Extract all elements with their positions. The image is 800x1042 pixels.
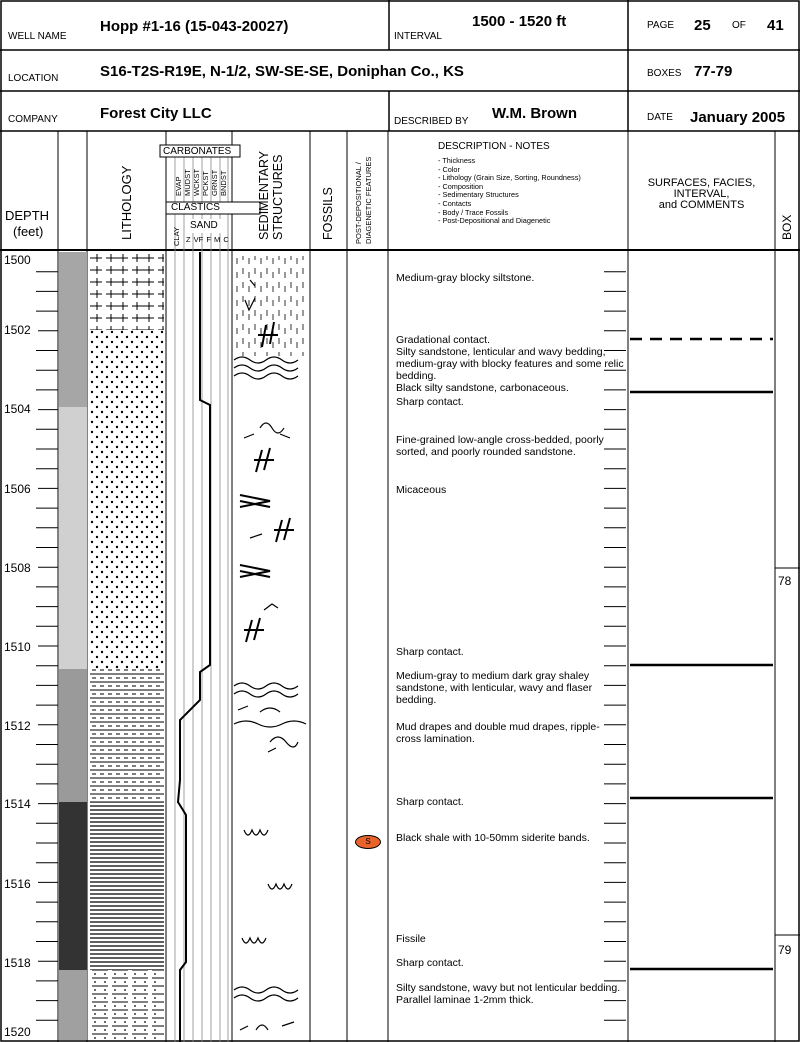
description-text: Fissile: [396, 933, 426, 945]
color-bar-sandstone: [59, 407, 87, 669]
sedimentary-structures-header: SEDIMENTARY STRUCTURES: [257, 151, 285, 240]
carbonate-type-wckst: WCKST: [192, 168, 201, 196]
lithology-sandstone: [90, 330, 164, 669]
carbonate-type-grnst: GRNST: [210, 169, 219, 196]
box-header: BOX: [780, 214, 794, 240]
depth-label: 1520: [4, 1025, 31, 1039]
depth-unit-header: (feet): [13, 224, 44, 239]
page-label: PAGE: [647, 20, 675, 31]
description-text: Sharp contact.: [396, 957, 464, 969]
grain-size-grid: [172, 145, 228, 1042]
diagenetic-header: DIAGENETIC FEATURES: [364, 156, 373, 244]
note-item: - Lithology (Grain Size, Sorting, Roundness): [438, 174, 581, 183]
description-text: Medium-gray to medium dark gray shaley sandstone, with lenticular, wavy and flaser bedding.: [396, 670, 593, 706]
depth-label: 1508: [4, 561, 31, 575]
note-item: - Thickness: [438, 157, 581, 166]
bioturbation-symbol: [274, 518, 294, 542]
color-bar-siltstone: [59, 252, 87, 407]
company-value: Forest City LLC: [100, 105, 212, 122]
date-value: January 2005: [690, 109, 786, 126]
ripple-symbol: [240, 1022, 294, 1030]
column-dividers: [58, 131, 775, 1042]
sedimentary-structures: [234, 256, 308, 1030]
depth-label: 1518: [4, 956, 31, 970]
carbonates-header: CARBONATES: [163, 146, 232, 157]
sand-header: SAND: [190, 220, 218, 231]
lithology-header: LITHOLOGY: [119, 165, 134, 240]
page-of-label: OF: [732, 20, 746, 31]
described-by-value: W.M. Brown: [492, 105, 577, 122]
description-text: Silty sandstone, lenticular and wavy bedding, medium-gray with blocky features and some relic bedding.: [396, 346, 624, 382]
ripple-symbol: [268, 737, 298, 752]
note-item: - Contacts: [438, 200, 581, 209]
description-text: Gradational contact.: [396, 334, 490, 346]
depth-label: 1500: [4, 253, 31, 267]
description-text: Fine-grained low-angle cross-bedded, poorly sorted, and poorly rounded sandstone.: [396, 434, 604, 458]
location-value: S16-T2S-R19E, N-1/2, SW-SE-SE, Doniphan Co., KS: [100, 63, 464, 80]
box-number: 79: [778, 943, 792, 957]
surfaces-header-line: INTERVAL,: [673, 188, 730, 200]
well-name-label: WELL NAME: [8, 31, 67, 42]
color-column: [59, 252, 87, 1040]
carbonate-type-mudst: MUDST: [183, 169, 192, 196]
mud-drape-symbol: [244, 830, 268, 835]
clastics-header: CLASTICS: [171, 202, 220, 213]
description-text: Micaceous: [396, 484, 447, 496]
lenticular-symbol: [234, 721, 306, 727]
box-number: 78: [778, 574, 792, 588]
depth-label: 1506: [4, 482, 31, 496]
page-total: 41: [767, 17, 784, 34]
described-by-label: DESCRIBED BY: [394, 116, 469, 127]
bioturbation-symbol: [254, 448, 274, 472]
company-label: COMPANY: [8, 114, 58, 125]
fossils-header: FOSSILS: [321, 187, 335, 240]
wavy-bedding-symbol: [234, 357, 298, 379]
surface-lines: [630, 339, 773, 969]
lithology-shaley-sandstone: [90, 669, 164, 802]
depth-label: 1516: [4, 877, 31, 891]
lithology-column: [90, 252, 164, 1040]
lithology-black-shale: [90, 802, 164, 970]
carbonate-type-pckst: PCKST: [201, 170, 210, 196]
lithology-siltstone: [90, 252, 164, 330]
cross-bed-symbol: [250, 534, 262, 538]
color-bar-shaley-sandstone: [59, 669, 87, 802]
surfaces-header-line: SURFACES, FACIES,: [647, 177, 756, 189]
note-item: - Composition: [438, 183, 581, 192]
well-name-value: Hopp #1-16 (15-043-20027): [100, 18, 289, 35]
boxes-label: BOXES: [647, 68, 682, 79]
low-angle-cross-bed-symbol: [240, 565, 270, 577]
boxes-value: 77-79: [694, 63, 733, 80]
note-item: - Body / Trace Fossils: [438, 209, 581, 218]
cross-bed-symbol: [244, 434, 290, 438]
surfaces-header-line: and COMMENTS: [658, 199, 745, 211]
siderite-icon: S: [355, 835, 381, 849]
flaser-symbol: [238, 706, 280, 712]
description-text: Black silty sandstone, carbonaceous.: [396, 382, 569, 394]
description-text: Sharp contact.: [396, 796, 464, 808]
description-text: Black shale with 10-50mm siderite bands.: [396, 832, 590, 844]
depth-label: 1514: [4, 797, 31, 811]
interval-label: INTERVAL: [394, 31, 442, 42]
low-angle-cross-bed-symbol: [240, 495, 270, 507]
grain-size-scale: Z VF F M C: [186, 235, 229, 244]
color-bar-silty-sandstone: [59, 970, 87, 1040]
depth-label: 1512: [4, 719, 31, 733]
depth-header: DEPTH: [5, 208, 50, 223]
grain-size-profile: [178, 252, 210, 1042]
bioturbation-symbol: [244, 618, 264, 642]
note-item: - Sedimentary Structures: [438, 191, 581, 200]
depth-label: 1504: [4, 402, 31, 416]
description-text: Sharp contact.: [396, 646, 464, 658]
color-bar-black-shale: [59, 802, 87, 970]
location-label: LOCATION: [8, 73, 59, 84]
description-header: DESCRIPTION - NOTES: [438, 141, 550, 152]
note-item: - Post-Depositional and Diagenetic: [438, 217, 581, 226]
description-text: Silty sandstone, wavy but not lenticular bedding. Parallel laminae 1-2mm thick.: [396, 982, 621, 1006]
interval-value: 1500 - 1520 ft: [472, 13, 567, 30]
date-label: DATE: [647, 112, 673, 123]
box-boundaries: [775, 568, 800, 935]
page-number: 25: [694, 17, 711, 34]
ripple-symbol: [260, 423, 284, 433]
depth-label: 1502: [4, 323, 31, 337]
mud-drape-symbol: [268, 884, 292, 889]
description-notes-list: [438, 157, 581, 226]
carbonate-type-evap: EVAP: [174, 176, 183, 196]
note-item: - Color: [438, 166, 581, 175]
carbonate-type-bndst: BNDST: [219, 170, 228, 196]
wavy-bedding-symbol: [234, 683, 298, 697]
surfaces-header: [630, 178, 773, 211]
description-text: Mud drapes and double mud drapes, ripple-cross lamination.: [396, 721, 600, 745]
wavy-bedding-symbol: [234, 987, 298, 1001]
description-text: Medium-gray blocky siltstone.: [396, 272, 535, 284]
description-text: Sharp contact.: [396, 396, 464, 408]
post-depositional-header: POST-DEPOSITIONAL /: [354, 162, 363, 244]
lithology-silty-sandstone: [90, 970, 164, 1040]
cross-bed-symbol: [264, 604, 278, 610]
clay-header: CLAY: [172, 226, 181, 246]
depth-label: 1510: [4, 640, 31, 654]
mud-drape-symbol: [242, 938, 266, 943]
